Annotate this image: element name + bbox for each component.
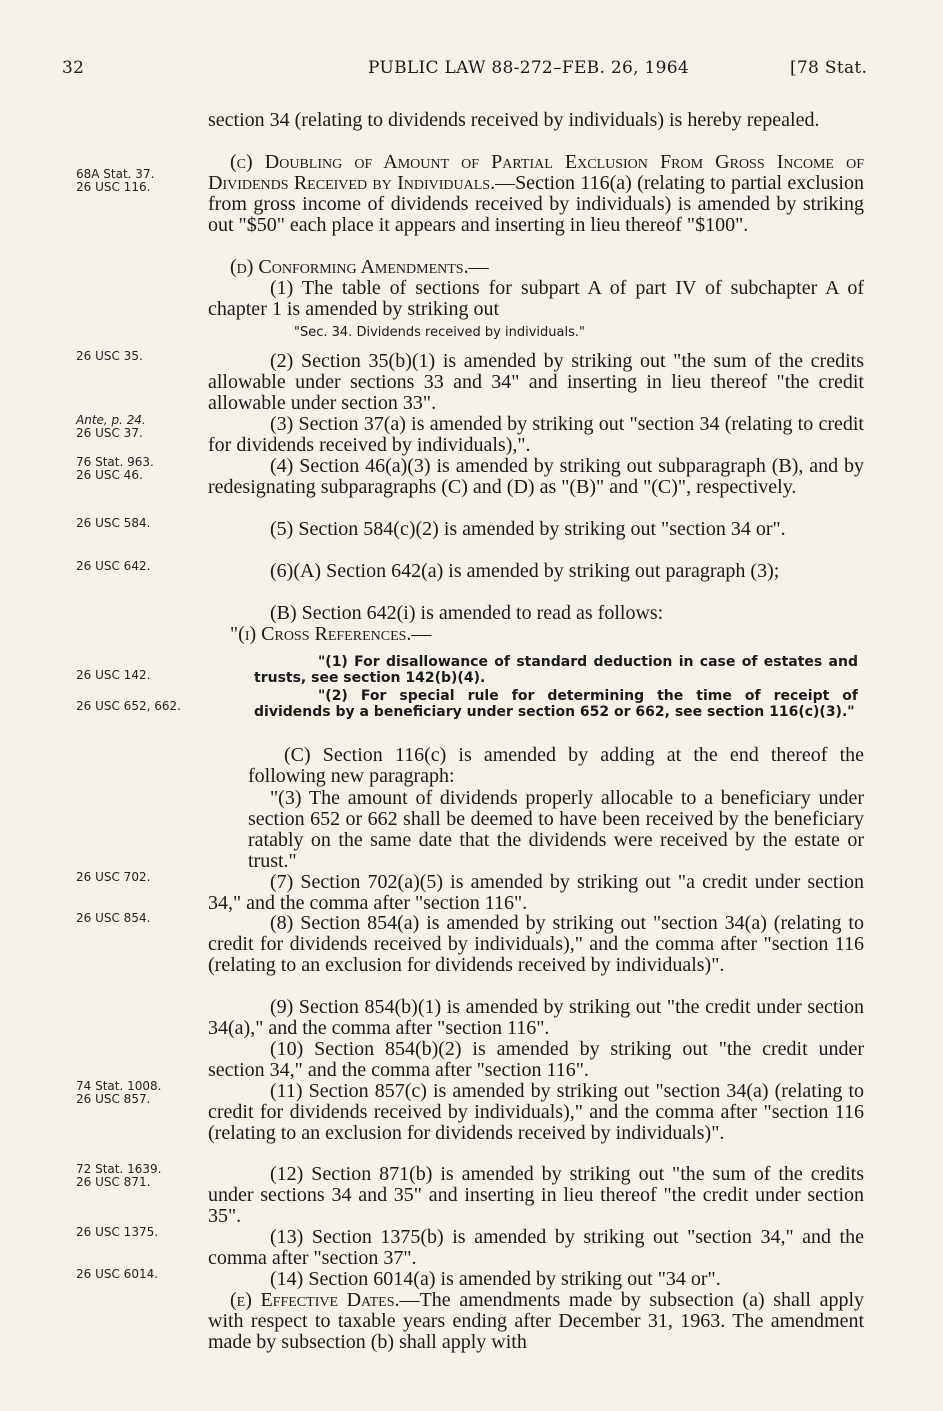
cross-reference-2: "(2) For special rule for determining the time of receipt of dividends by a beneficiary under section 652 or 662, see section 116(c)(3)." (254, 688, 858, 720)
margin-note: 68A Stat. 37. 26 USC 116. (76, 167, 155, 194)
page-number: 32 (62, 58, 85, 78)
amendment-11: (11) Section 857(c) is amended by striking out "section 34(a) (relating to credit for dividends received by individuals)," and the comma after "section 116 (relating to an exclusion for dividends received by individuals)". (208, 1080, 864, 1144)
statute-reference: [78 Stat. (790, 58, 868, 78)
margin-note: 26 USC 652, 662. (76, 699, 181, 713)
amendment-1-quote: "Sec. 34. Dividends received by individuals." (294, 325, 585, 340)
cross-reference-1: "(1) For disallowance of standard deduction in case of estates and trusts, see section 142(b)(4). (254, 654, 858, 686)
subsection-c-body: —Section 116(a) (relating to partial exclusion from gross income of dividends received by individuals) is amended by striking out "$50" each place it appears and inserting in lieu thereof "$100". (208, 172, 864, 236)
amendment-10: (10) Section 854(b)(2) is amended by striking out "the credit under section 34," and the comma after "section 116". (208, 1038, 864, 1081)
amendment-1: (1) The table of sections for subpart A of part IV of subchapter A of chapter 1 is amended by striking out (208, 277, 864, 320)
paragraph-repeal: section 34 (relating to dividends received by individuals) is hereby repealed. (208, 109, 820, 131)
margin-note: 26 USC 642. (76, 559, 151, 573)
margin-note: 26 USC 1375. (76, 1225, 159, 1239)
amendment-6b: (B) Section 642(i) is amended to read as follows: (270, 602, 664, 624)
amendment-9: (9) Section 854(b)(1) is amended by striking out "the credit under section 34(a)," and the comma after "section 116". (208, 996, 864, 1039)
page-header-title: PUBLIC LAW 88-272–FEB. 26, 1964 (368, 58, 689, 78)
margin-note: 26 USC 142. (76, 668, 151, 682)
margin-note: 26 USC 35. (76, 349, 143, 363)
amendment-13: (13) Section 1375(b) is amended by striking out "section 34," and the comma after "section 37". (208, 1226, 864, 1269)
amendment-3: (3) Section 37(a) is amended by striking out "section 34 (relating to credit for dividends received by individuals),". (208, 413, 864, 456)
amendment-14: (14) Section 6014(a) is amended by striking out "34 or". (270, 1268, 721, 1290)
amendment-2: (2) Section 35(b)(1) is amended by striking out "the sum of the credits allowable under sections 33 and 34" and inserting in lieu thereof "the credit allowable under section 33". (208, 350, 864, 414)
margin-note: 76 Stat. 963. 26 USC 46. (76, 455, 154, 482)
amendment-5: (5) Section 584(c)(2) is amended by striking out "section 34 or". (270, 518, 786, 540)
cross-references-heading: "(i) Cross References.— (230, 623, 432, 645)
subsection-d-heading: (d) Conforming Amendments.— (230, 256, 489, 278)
margin-note: 26 USC 6014. (76, 1267, 159, 1281)
amendment-8: (8) Section 854(a) is amended by striking out "section 34(a) (relating to credit for dividends received by individuals)," and the comma after "section 116 (relating to an exclusion for dividends received by individuals)". (208, 912, 864, 976)
amendment-6a: (6)(A) Section 642(a) is amended by striking out paragraph (3); (270, 560, 780, 582)
amendment-6c: (C) Section 116(c) is amended by adding at the end thereof the following new paragraph: (248, 744, 864, 787)
margin-note: Ante, p. 24. 26 USC 37. (76, 413, 146, 440)
subsection-e-heading: (e) Effective Dates. (230, 1289, 400, 1311)
amendment-7: (7) Section 702(a)(5) is amended by striking out "a credit under section 34," and the comma after "section 116". (208, 871, 864, 914)
subsection-e (208, 1290, 864, 1353)
margin-note: 72 Stat. 1639. 26 USC 871. (76, 1162, 162, 1189)
margin-note: 26 USC 702. (76, 870, 151, 884)
margin-note: 74 Stat. 1008. 26 USC 857. (76, 1079, 162, 1106)
subsection-c (208, 152, 864, 236)
subsection-c-heading: (c) Doubling of Amount of Partial Exclusion From Gross Income of Dividends Received by Individuals. (208, 151, 864, 194)
amendment-6c-quote: "(3) The amount of dividends properly allocable to a beneficiary under section 652 or 662 shall be deemed to have been received by the beneficiary ratably on the same date that the dividends were received by the estate or trust." (248, 787, 864, 872)
subsection-e-body: —The amendments made by subsection (a) shall apply with respect to taxable years ending after December 31, 1963. The amendment made by subsection (b) shall apply with (208, 1289, 864, 1353)
amendment-4: (4) Section 46(a)(3) is amended by striking out subparagraph (B), and by redesignating subparagraphs (C) and (D) as "(B)" and "(C)", respectively. (208, 455, 864, 498)
margin-note: 26 USC 584. (76, 516, 151, 530)
margin-note: 26 USC 854. (76, 911, 151, 925)
amendment-12: (12) Section 871(b) is amended by striking out "the sum of the credits under sections 34 and 35" and inserting in lieu thereof "the credit under section 35". (208, 1163, 864, 1227)
